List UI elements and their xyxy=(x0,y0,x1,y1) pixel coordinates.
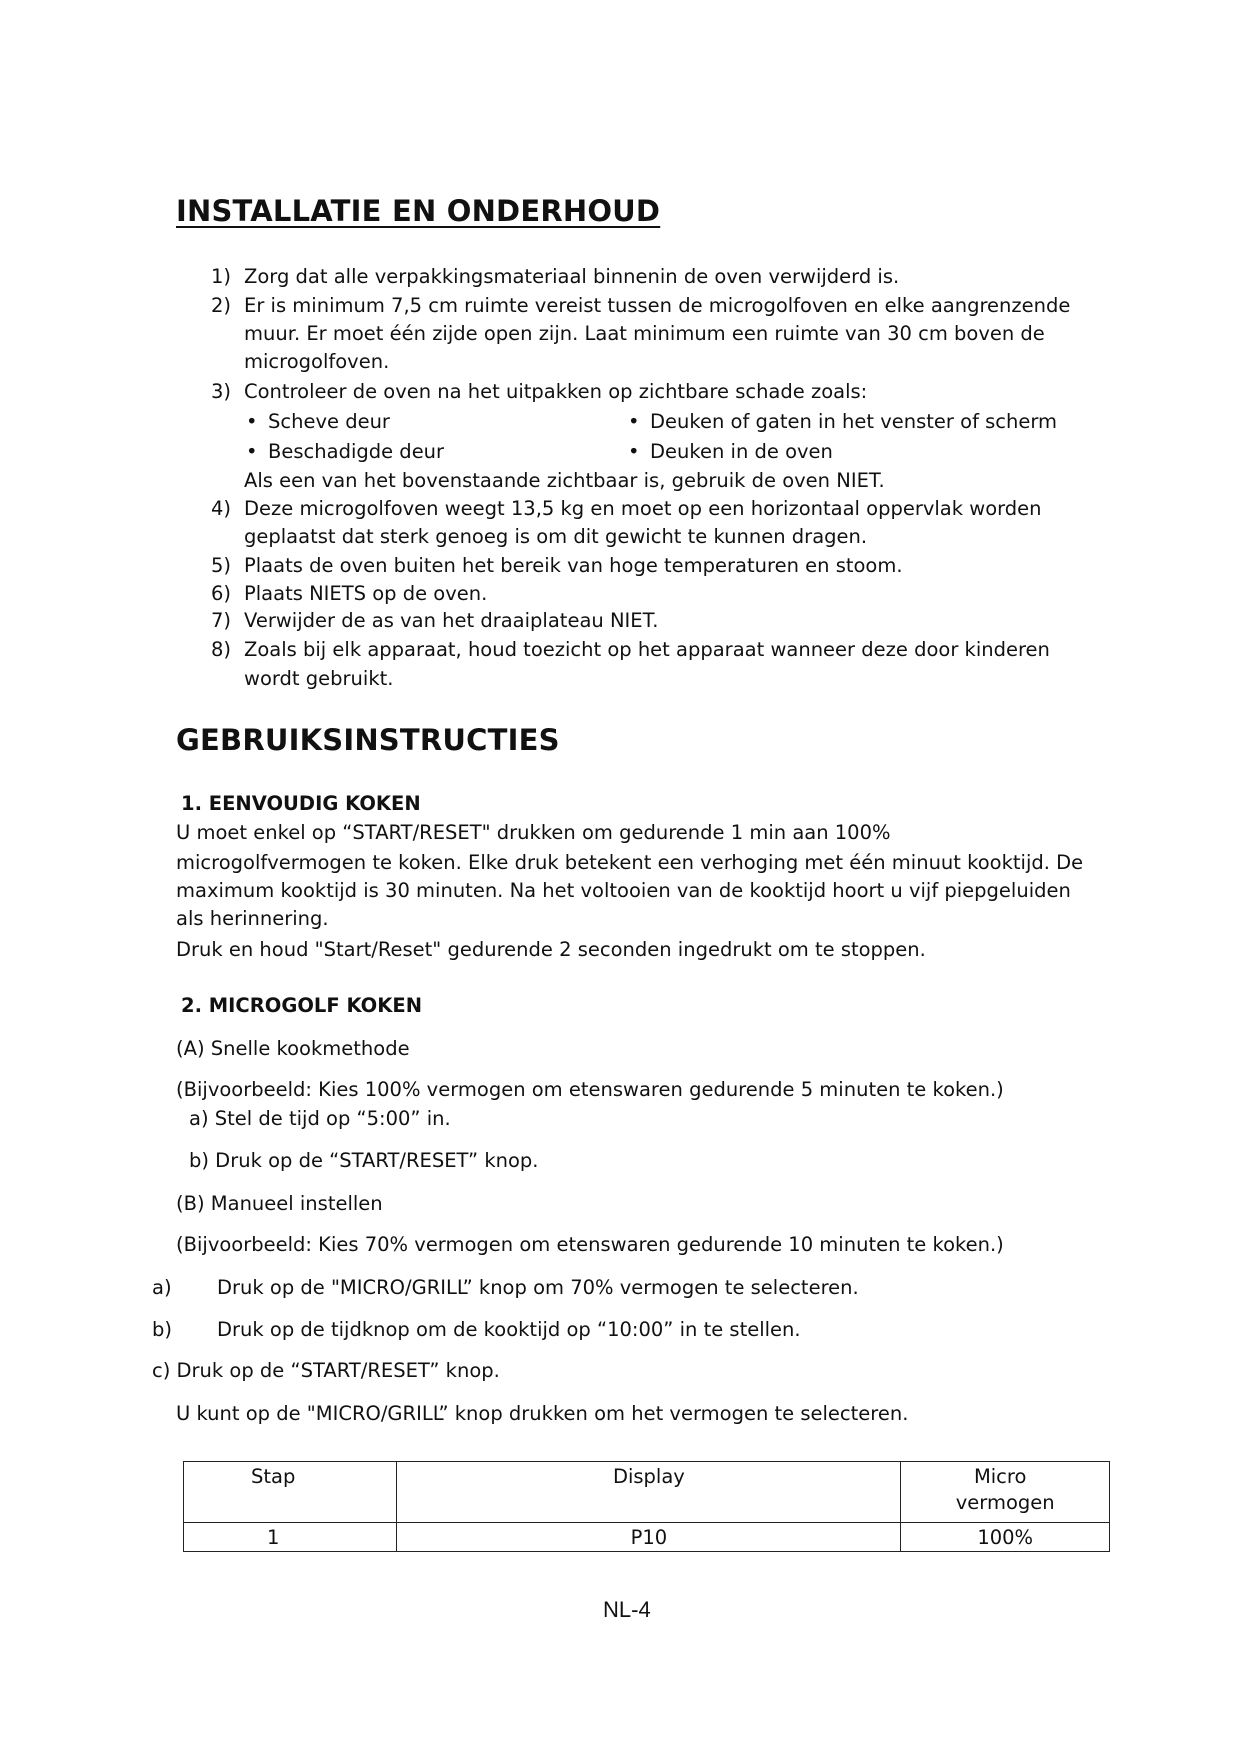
list-item-number: 3) xyxy=(211,380,232,403)
step-text: b) Druk op de “START/RESET” knop. xyxy=(189,1149,539,1172)
list-item-number: 1) xyxy=(211,265,232,288)
power-table xyxy=(183,1461,1110,1552)
list-item-text: muur. Er moet één zijde open zijn. Laat minimum een ruimte van 30 cm boven de xyxy=(244,322,1045,345)
table-header-micro-vermogen xyxy=(901,1462,1110,1523)
subsection-title-eenvoudig-koken: 1. EENVOUDIG KOKEN xyxy=(181,792,421,815)
list-item-text: Controleer de oven na het uitpakken op zichtbare schade zoals: xyxy=(244,380,868,403)
list-item-text: Zoals bij elk apparaat, houd toezicht op het apparaat wanneer deze door kinderen xyxy=(244,638,1050,661)
table-header-display: Display xyxy=(397,1462,901,1523)
paragraph-line: Druk en houd "Start/Reset" gedurende 2 seconden ingedrukt om te stoppen. xyxy=(176,938,926,961)
paragraph-line: als herinnering. xyxy=(176,907,329,930)
damage-bullet: • Deuken in de oven xyxy=(650,440,833,463)
table-header-stap: Stap xyxy=(184,1462,397,1523)
list-item-number: 8) xyxy=(211,638,232,661)
list-item-text: Er is minimum 7,5 cm ruimte vereist tussen de microgolfoven en elke aangrenzende xyxy=(244,294,1071,317)
step-text: a) Stel de tijd op “5:00” in. xyxy=(189,1107,451,1130)
list-item-text: wordt gebruikt. xyxy=(244,667,394,690)
damage-bullet: • Scheve deur xyxy=(268,410,390,433)
table-header-micro: Micro xyxy=(973,1465,1027,1488)
example-text: (Bijvoorbeeld: Kies 100% vermogen om etenswaren gedurende 5 minuten te koken.) xyxy=(176,1078,1004,1101)
paragraph-line: maximum kooktijd is 30 minuten. Na het voltooien van de kooktijd hoort u vijf piepgeluiden xyxy=(176,879,1071,902)
section-title-gebruiksinstructies: GEBRUIKSINSTRUCTIES xyxy=(176,723,560,757)
step-text: Druk op de tijdknop om de kooktijd op “10:00” in te stellen. xyxy=(217,1318,801,1341)
list-item-text: Deze microgolfoven weegt 13,5 kg en moet op een horizontaal oppervlak worden xyxy=(244,497,1042,520)
table-header-row xyxy=(184,1462,1110,1523)
list-item-text: Verwijder de as van het draaiplateau NIET. xyxy=(244,609,659,632)
table-cell-stap: 1 xyxy=(184,1523,397,1552)
list-item-number: 6) xyxy=(211,582,232,605)
step-label: b) xyxy=(152,1318,172,1341)
list-item-text: Zorg dat alle verpakkingsmateriaal binnenin de oven verwijderd is. xyxy=(244,265,900,288)
table-row xyxy=(184,1523,1110,1552)
table-cell-vermogen: 100% xyxy=(901,1523,1110,1552)
paragraph-line: U moet enkel op “START/RESET" drukken om gedurende 1 min aan 100% xyxy=(176,821,891,844)
damage-note: Als een van het bovenstaande zichtbaar is, gebruik de oven NIET. xyxy=(244,469,885,492)
list-item-text: microgolfoven. xyxy=(244,350,390,373)
list-item-number: 4) xyxy=(211,497,232,520)
subsection-title-microgolf-koken: 2. MICROGOLF KOKEN xyxy=(181,994,423,1017)
damage-bullet: • Deuken of gaten in het venster of scherm xyxy=(650,410,1057,433)
paragraph-line: microgolfvermogen te koken. Elke druk betekent een verhoging met één minuut kooktijd. De xyxy=(176,851,1084,874)
example-text: (Bijvoorbeeld: Kies 70% vermogen om etenswaren gedurende 10 minuten te koken.) xyxy=(176,1233,1004,1256)
list-item-text: geplaatst dat sterk genoeg is om dit gewicht te kunnen dragen. xyxy=(244,525,868,548)
list-item-number: 2) xyxy=(211,294,232,317)
list-item-number: 5) xyxy=(211,554,232,577)
note-text: U kunt op de "MICRO/GRILL” knop drukken om het vermogen te selecteren. xyxy=(176,1402,909,1425)
step-text: c) Druk op de “START/RESET” knop. xyxy=(152,1359,500,1382)
table-cell-display: P10 xyxy=(397,1523,901,1552)
list-item-text: Plaats NIETS op de oven. xyxy=(244,582,488,605)
section-title-installatie: INSTALLATIE EN ONDERHOUD xyxy=(176,194,661,228)
table-header-vermogen: vermogen xyxy=(955,1491,1055,1515)
list-item-text: Plaats de oven buiten het bereik van hoge temperaturen en stoom. xyxy=(244,554,903,577)
page-number: NL-4 xyxy=(603,1597,651,1622)
step-text: Druk op de "MICRO/GRILL” knop om 70% vermogen te selecteren. xyxy=(217,1276,859,1299)
step-label: a) xyxy=(152,1276,172,1299)
damage-bullet: • Beschadigde deur xyxy=(268,440,444,463)
method-title: (B) Manueel instellen xyxy=(176,1192,383,1215)
list-item-number: 7) xyxy=(211,609,232,632)
method-title: (A) Snelle kookmethode xyxy=(176,1037,410,1060)
